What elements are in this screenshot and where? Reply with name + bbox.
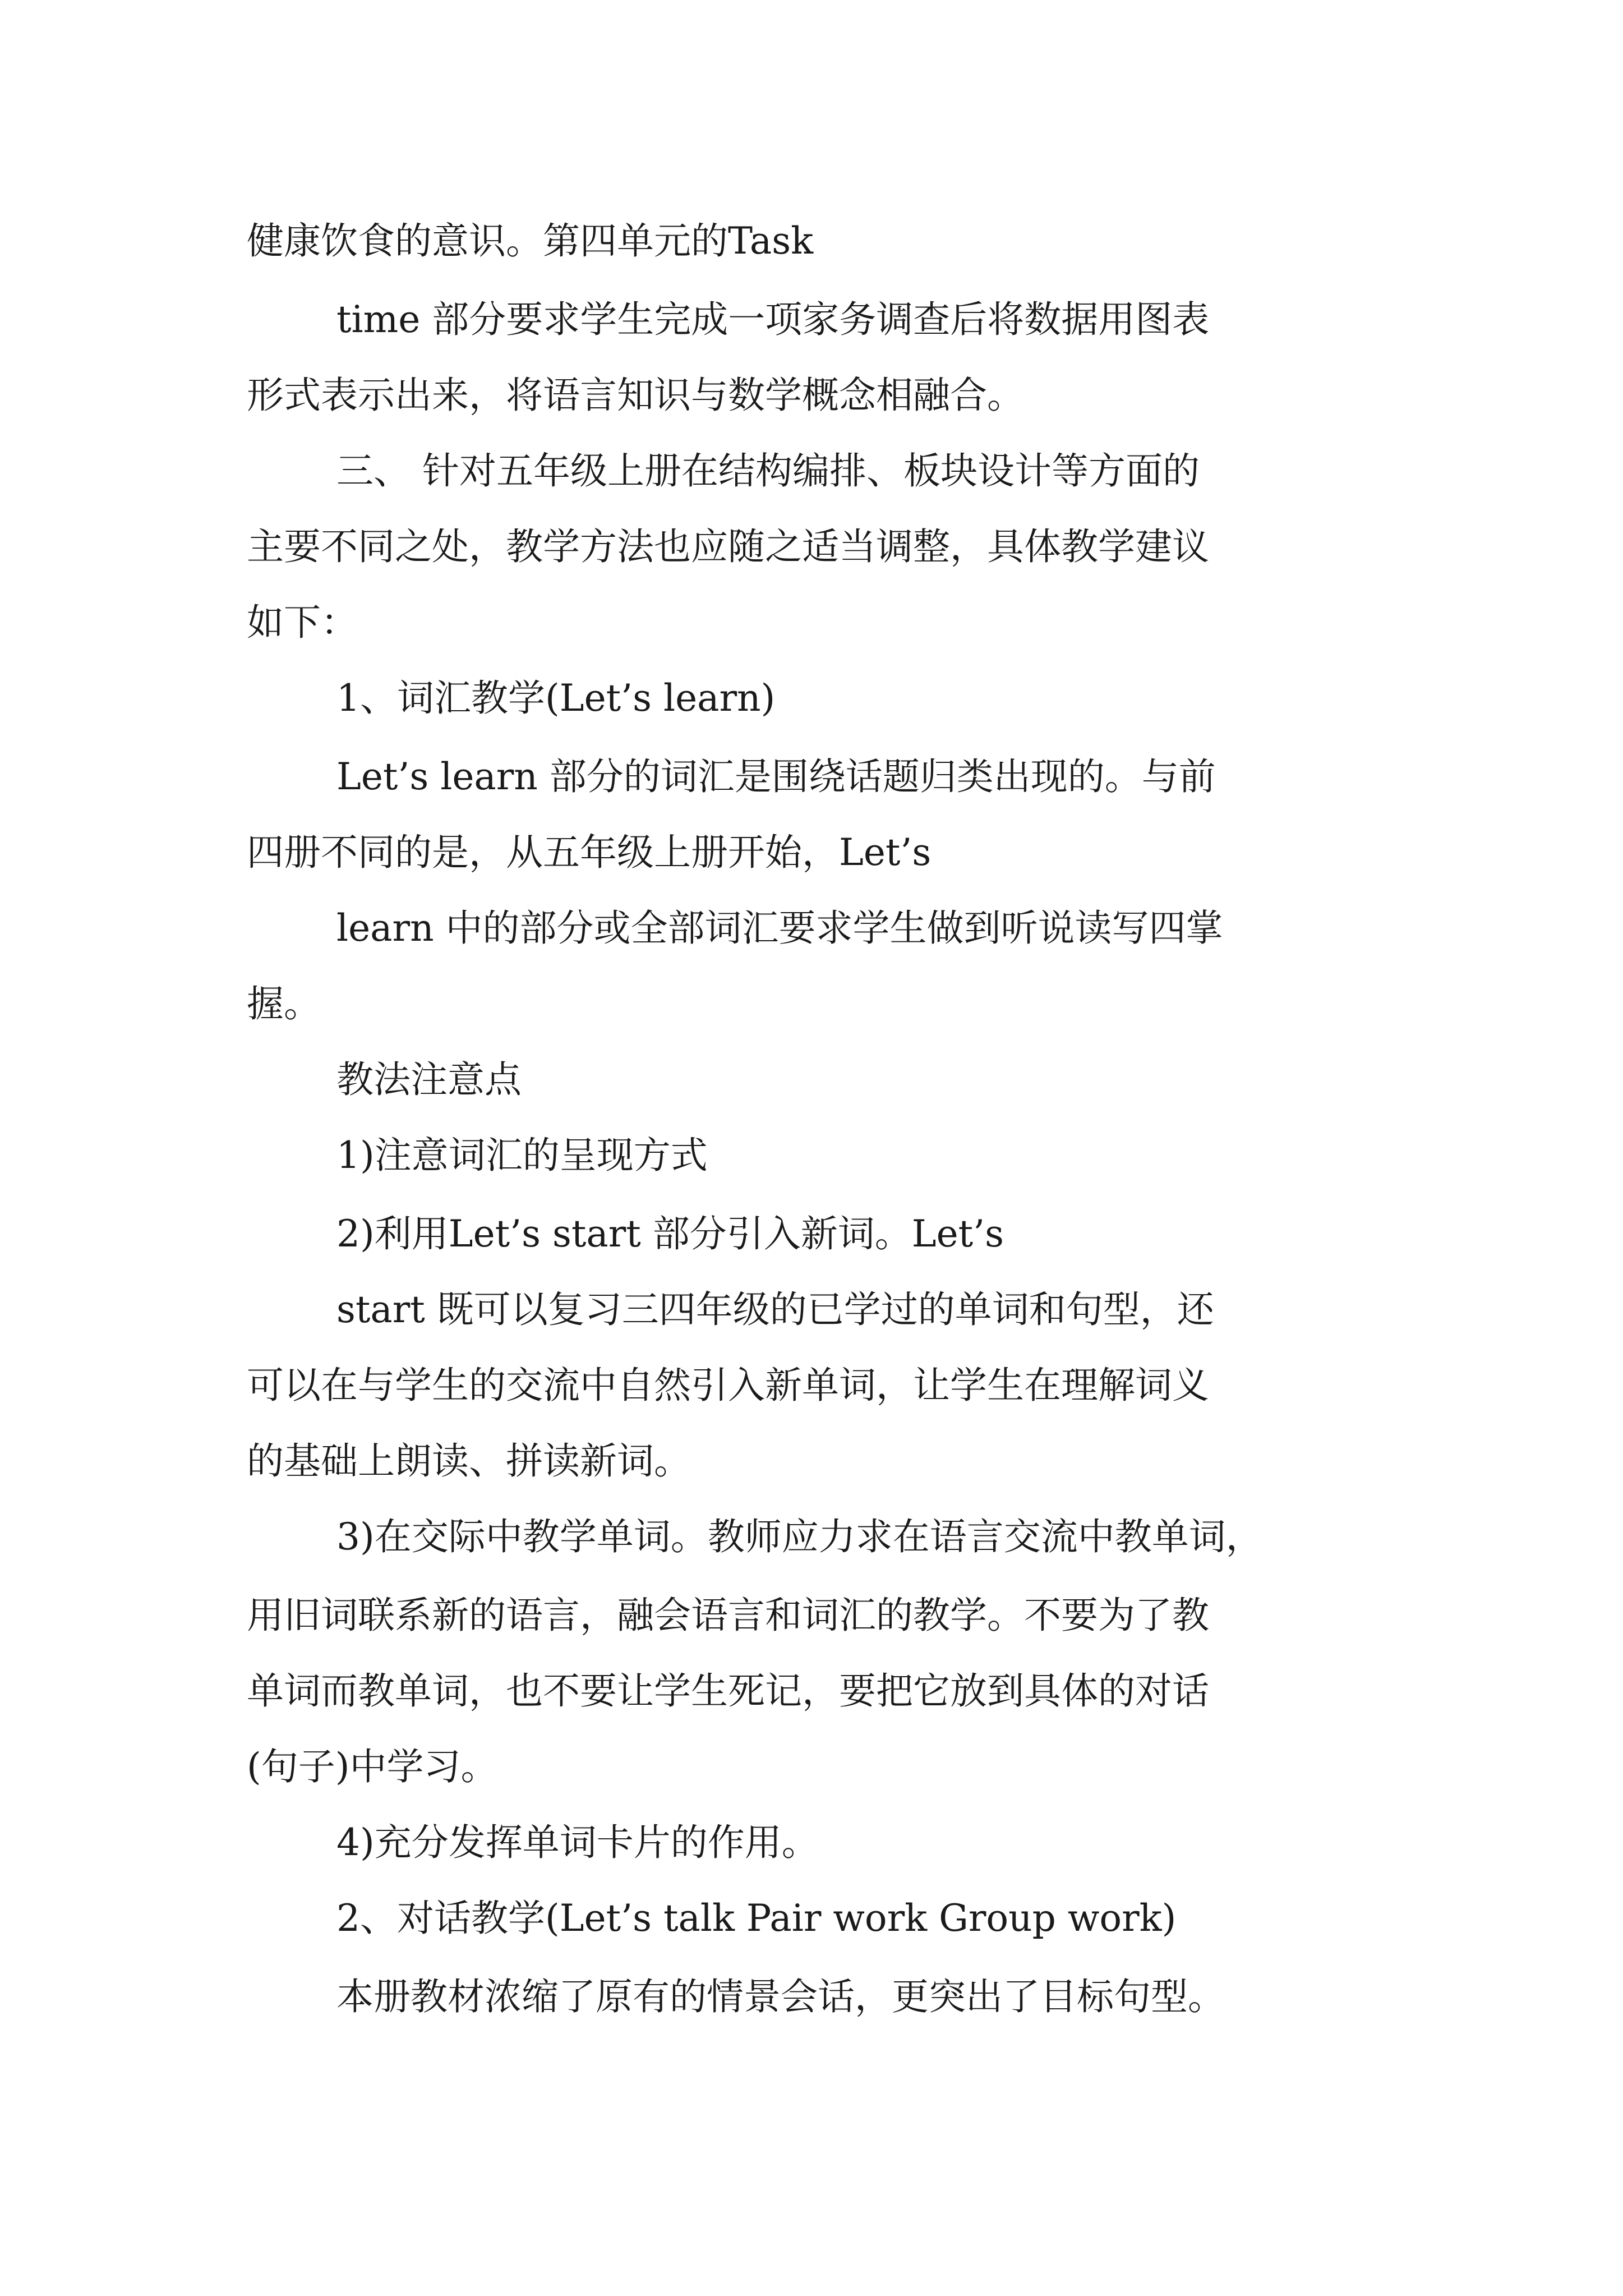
list-item: 3)在交际中教学单词。教师应力求在语言交流中教单词， xyxy=(336,1515,1263,1558)
paragraph-line: 握。 xyxy=(247,982,321,1025)
paragraph-line: 如下： xyxy=(247,601,358,644)
paragraph-line: 单词而教单词，也不要让学生死记，要把它放到具体的对话 xyxy=(247,1669,1209,1713)
paragraph-line: 主要不同之处，教学方法也应随之适当调整，具体教学建议 xyxy=(247,525,1209,568)
paragraph-line: 四册不同的是，从五年级上册开始，Let’s xyxy=(247,831,932,874)
paragraph-line: learn 中的部分或全部词汇要求学生做到听说读写四掌 xyxy=(336,907,1223,950)
paragraph-line: (句子)中学习。 xyxy=(247,1745,498,1788)
paragraph-line: 三、 针对五年级上册在结构编排、板块设计等方面的 xyxy=(336,449,1200,493)
paragraph-line: 形式表示出来，将语言知识与数学概念相融合。 xyxy=(247,374,1024,417)
paragraph-line: 的基础上朗读、拼读新词。 xyxy=(247,1439,691,1483)
subsection-heading: 教法注意点 xyxy=(336,1058,522,1101)
paragraph-line: Let’s learn 部分的词汇是围绕话题归类出现的。与前 xyxy=(336,755,1216,798)
section-heading: 1、词汇教学(Let’s learn) xyxy=(336,677,776,720)
list-item: 1)注意词汇的呈现方式 xyxy=(336,1134,708,1177)
section-heading: 2、对话教学(Let’s talk Pair work Group work) xyxy=(336,1897,1177,1940)
paragraph-line: 健康饮食的意识。第四单元的Task xyxy=(247,219,814,263)
paragraph-line: start 既可以复习三四年级的已学过的单词和句型，还 xyxy=(336,1288,1214,1331)
paragraph-line: 可以在与学生的交流中自然引入新单词，让学生在理解词义 xyxy=(247,1364,1209,1407)
paragraph-line: 用旧词联系新的语言，融会语言和词汇的教学。不要为了教 xyxy=(247,1594,1209,1637)
list-item: 4)充分发挥单词卡片的作用。 xyxy=(336,1821,819,1864)
list-item: 2)利用Let’s start 部分引入新词。Let’s xyxy=(336,1212,1004,1255)
paragraph-line: 本册教材浓缩了原有的情景会话，更突出了目标句型。 xyxy=(336,1975,1225,2018)
paragraph-line: time 部分要求学生完成一项家务调查后将数据用图表 xyxy=(336,298,1210,341)
